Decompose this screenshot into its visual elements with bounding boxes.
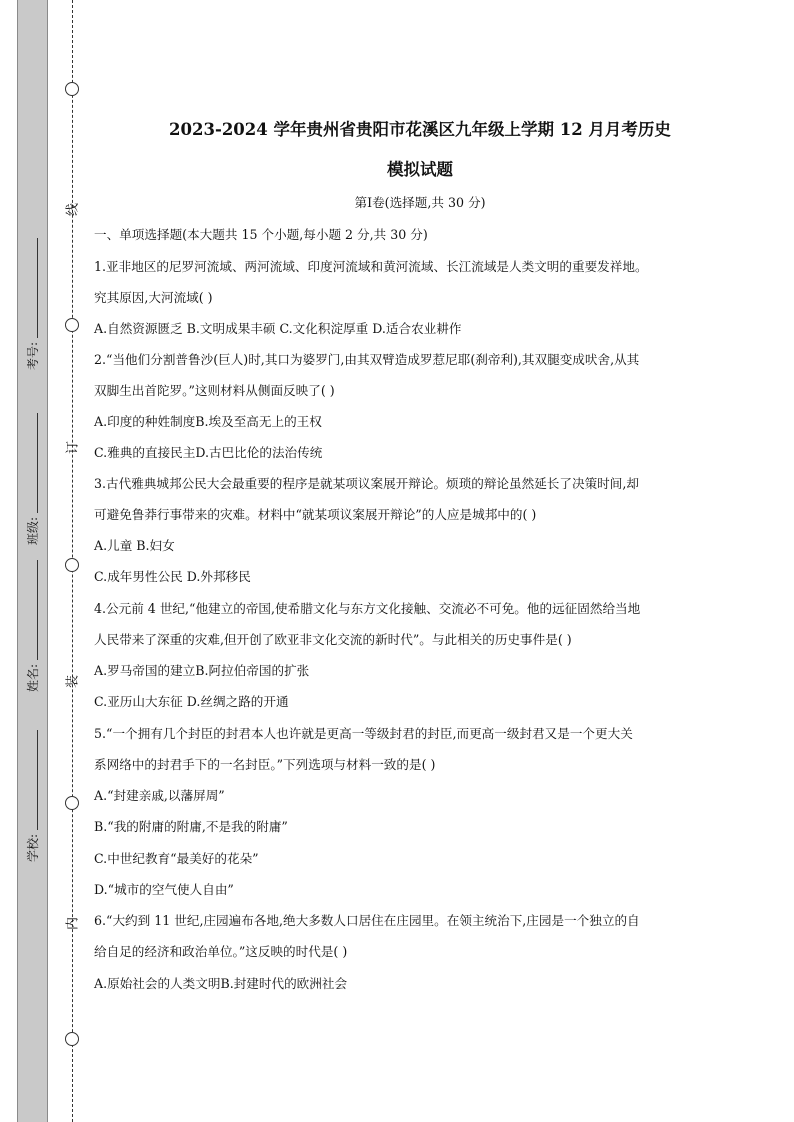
question-text-line: 双脚生出首陀罗。”这则材料从侧面反映了( ) [94, 383, 335, 398]
question-text-line: 究其原因,大河流域( ) [94, 290, 213, 305]
question-text-line: C.成年男性公民 D.外邦移民 [94, 569, 251, 584]
question-text-line: A.自然资源匮乏 B.文明成果丰硕 C.文化积淀厚重 D.适合农业耕作 [94, 321, 462, 336]
question-section-heading: 一、单项选择题(本大题共 15 个小题,每小题 2 分,共 30 分) [94, 227, 428, 242]
question-text-line: 6.“大约到 11 世纪,庄园遍布各地,绝大多数人口居住在庄园里。在领主统治下,庄园是一个独立的自 [94, 913, 640, 928]
question-text-line: A.原始社会的人类文明B.封建时代的欧洲社会 [94, 976, 348, 991]
paper-section-subtitle: 第Ⅰ卷(选择题,共 30 分) [354, 195, 486, 210]
question-text-line: C.雅典的直接民主D.古巴比伦的法治传统 [94, 445, 323, 460]
binding-char-ding: 订 [65, 441, 81, 455]
question-text-line: A.“封建亲戚,以藩屏周” [94, 788, 225, 803]
exam-number-label: 考号: [25, 341, 40, 370]
question-text-line: A.罗马帝国的建立B.阿拉伯帝国的扩张 [94, 663, 310, 678]
exam-number-field[interactable] [20, 220, 44, 370]
page-title-line-2: 模拟试题 [387, 160, 453, 179]
question-text-line: A.印度的种姓制度B.埃及至高无上的王权 [94, 414, 322, 429]
school-field[interactable] [20, 712, 44, 862]
binding-char-zhuang: 装 [65, 675, 81, 689]
binding-hole [65, 1032, 79, 1046]
question-text-line: A.儿童 B.妇女 [94, 538, 175, 553]
school-blank[interactable] [27, 730, 38, 830]
question-text-line: 给自足的经济和政治单位。”这反映的时代是( ) [94, 944, 348, 959]
binding-hole [65, 558, 79, 572]
class-blank[interactable] [27, 413, 38, 513]
binding-hole [65, 318, 79, 332]
question-text-line: C.中世纪教育“最美好的花朵” [94, 851, 259, 866]
binding-char-nei: 内 [65, 917, 81, 931]
name-blank[interactable] [27, 560, 38, 660]
question-text-line: 4.公元前 4 世纪,“他建立的帝国,使希腊文化与东方文化接触、交流必不可免。他的远征固然给当地 [94, 601, 641, 616]
page-title: 2023-2024 学年贵州省贵阳市花溪区九年级上学期 12 月月考历史 [169, 120, 671, 139]
school-label: 学校: [25, 833, 40, 862]
exam-number-blank[interactable] [27, 238, 38, 338]
name-label: 姓名: [25, 663, 40, 692]
question-text-line: 可避免鲁莽行事带来的灾难。材料中“就某项议案展开辩论”的人应是城邦中的( ) [94, 507, 537, 522]
name-field[interactable] [20, 542, 44, 692]
question-text-line: D.“城市的空气使人自由” [94, 882, 234, 897]
question-text-line: 人民带来了深重的灾难,但开创了欧亚非文化交流的新时代”。与此相关的历史事件是( ) [94, 632, 572, 647]
binding-char-xian: 线 [65, 203, 81, 217]
question-text-line: 3.古代雅典城邦公民大会最重要的程序是就某项议案展开辩论。烦琐的辩论虽然延长了决策时间,却 [94, 476, 639, 491]
question-text-line: C.亚历山大东征 D.丝绸之路的开通 [94, 694, 289, 709]
class-field[interactable] [20, 395, 44, 545]
binding-hole [65, 796, 79, 810]
class-label: 班级: [25, 516, 40, 545]
question-text-line: 2.“当他们分割普鲁沙(巨人)时,其口为婆罗门,由其双臂造成罗惹尼耶(刹帝利),其双腿变成吠舍,从其 [94, 352, 640, 367]
question-text-line: 1.亚非地区的尼罗河流域、两河流域、印度河流域和黄河流域、长江流域是人类文明的重要发祥地。 [94, 259, 648, 274]
question-text-line: 系网络中的封君手下的一名封臣。”下列选项与材料一致的是( ) [94, 757, 436, 772]
binding-hole [65, 82, 79, 96]
question-text-line: B.“我的附庸的附庸,不是我的附庸” [94, 819, 288, 834]
question-text-line: 5.“一个拥有几个封臣的封君本人也许就是更高一等级封君的封臣,而更高一级封君又是一个更大关 [94, 726, 633, 741]
